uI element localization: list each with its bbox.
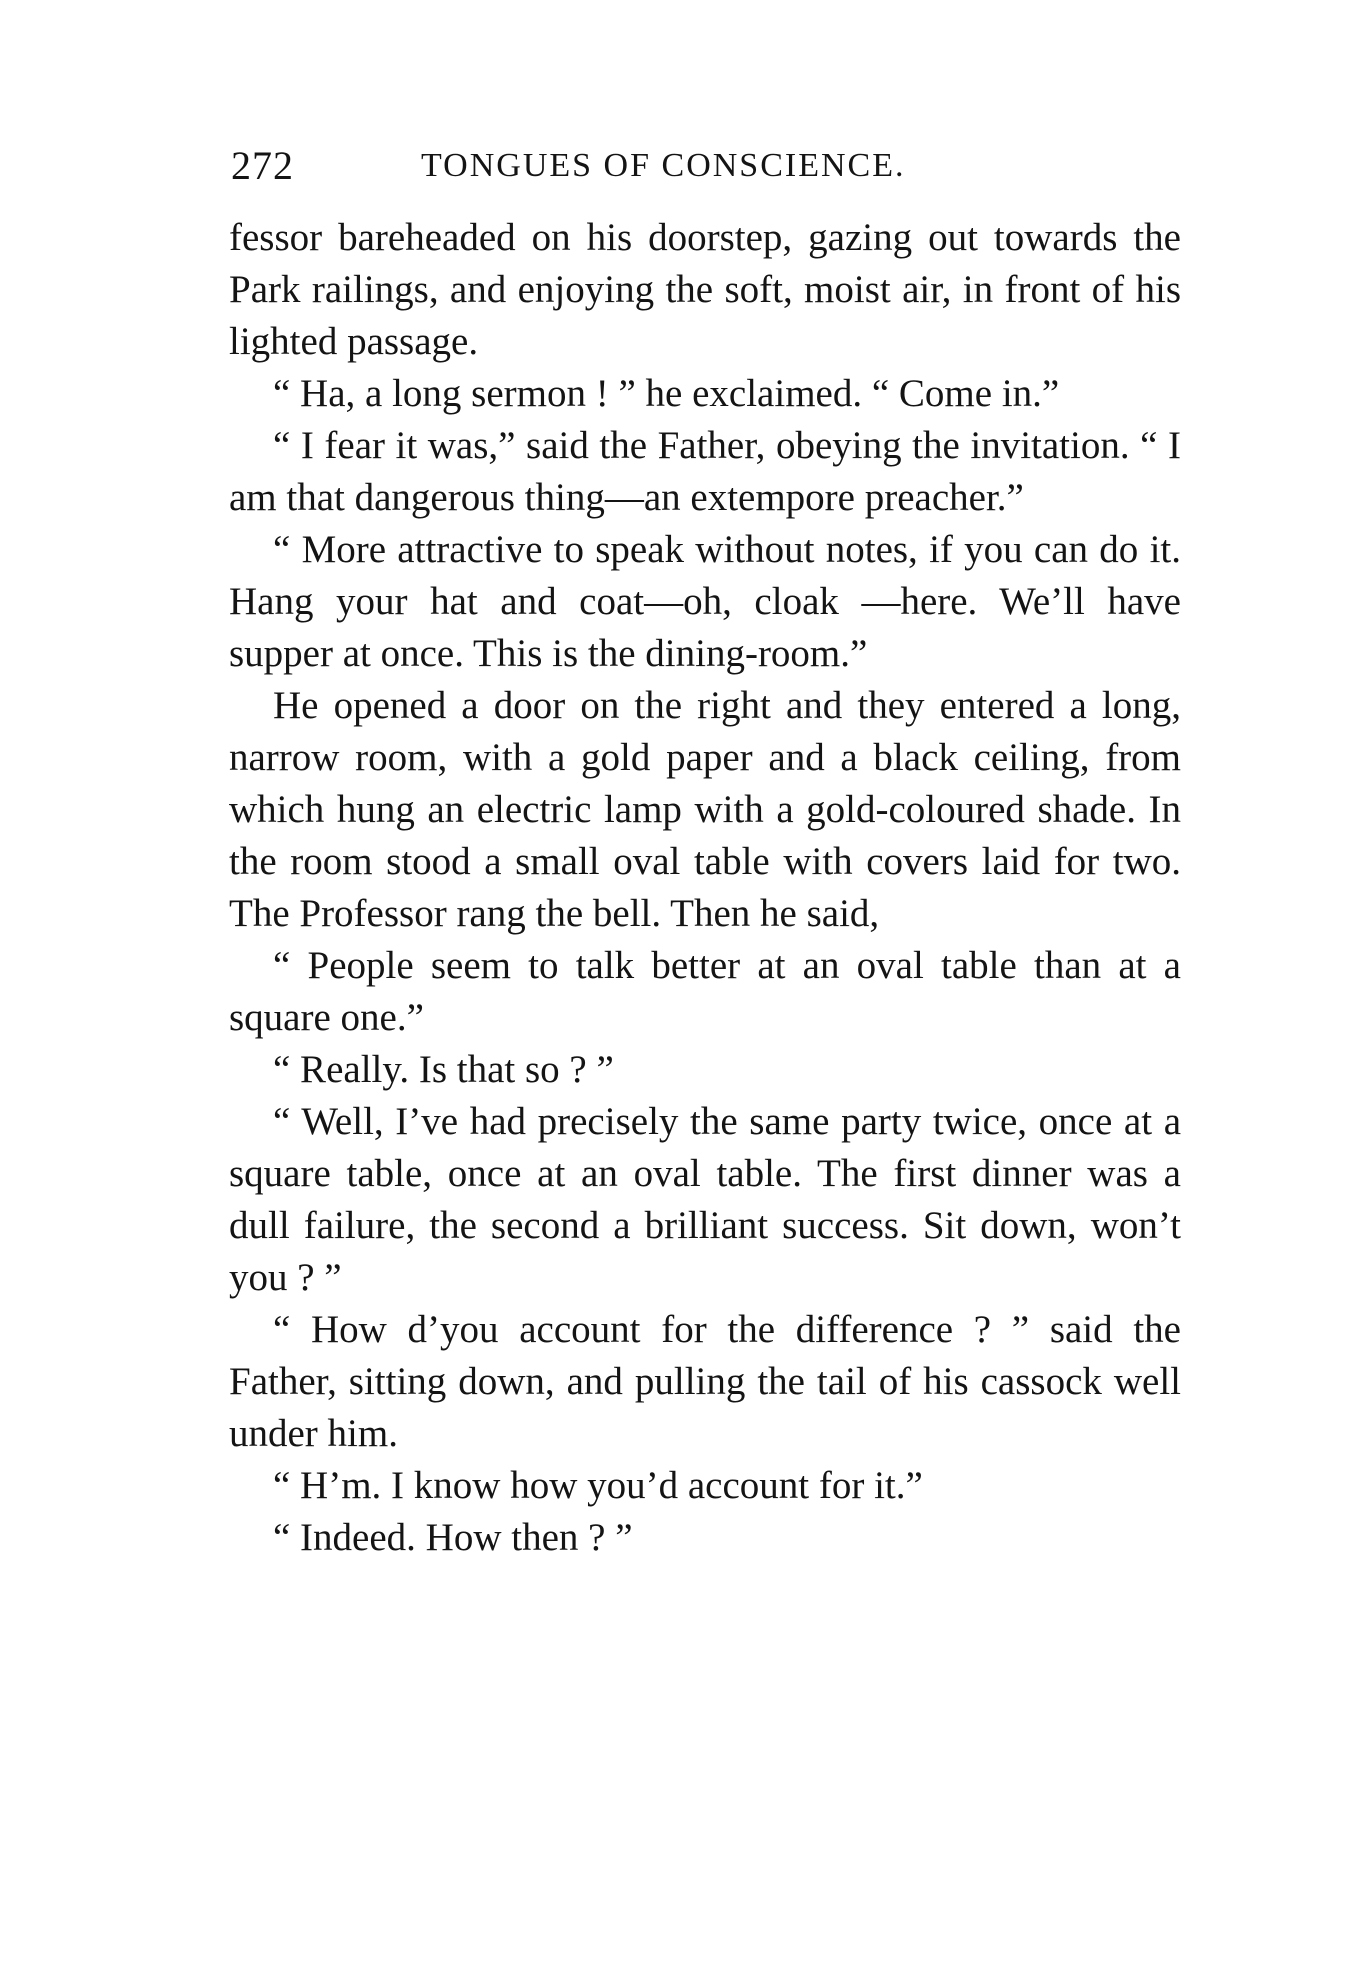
page-header	[231, 142, 1181, 190]
paragraph: “ People seem to talk better at an oval table than at a square one.”	[229, 944, 1181, 1039]
paragraph: “ Indeed. How then ? ”	[273, 1516, 633, 1559]
body-text	[229, 212, 1181, 1564]
running-title: TONGUES OF CONSCIENCE.	[421, 147, 906, 184]
paragraph: “ Well, I’ve had precisely the same party twice, once at a square table, once at an oval table. The first dinner was a dull failure, the second a brilliant success. Sit down, won’t you ? ”	[229, 1100, 1181, 1299]
paragraph: “ More attractive to speak without notes, if you can do it. Hang your hat and coat—oh, cloak —here. We’ll have supper at once. This is the dining-room.”	[229, 528, 1181, 675]
paragraph: “ H’m. I know how you’d account for it.”	[273, 1464, 923, 1507]
paragraph: “ Ha, a long sermon ! ” he exclaimed. “ Come in.”	[273, 372, 1060, 415]
paragraph: He opened a door on the right and they entered a long, narrow room, with a gold paper and a black ceiling, from which hung an electric lamp with a gold-coloured shade. In the room stood a small oval table with covers laid for two. The Professor rang the bell. Then he said,	[229, 684, 1181, 935]
paragraph: “ I fear it was,” said the Father, obeying the invitation. “ I am that dangerous thing—an extempore preacher.”	[229, 424, 1181, 519]
paragraph: “ How d’you account for the difference ? ” said the Father, sitting down, and pulling the tail of his cassock well under him.	[229, 1308, 1181, 1455]
paragraph: “ Really. Is that so ? ”	[273, 1048, 614, 1091]
paragraph-continued: fessor bareheaded on his doorstep, gazing out towards the Park railings, and enjoying the soft, moist air, in front of his lighted passage.	[229, 216, 1181, 363]
page-number: 272	[231, 143, 294, 188]
